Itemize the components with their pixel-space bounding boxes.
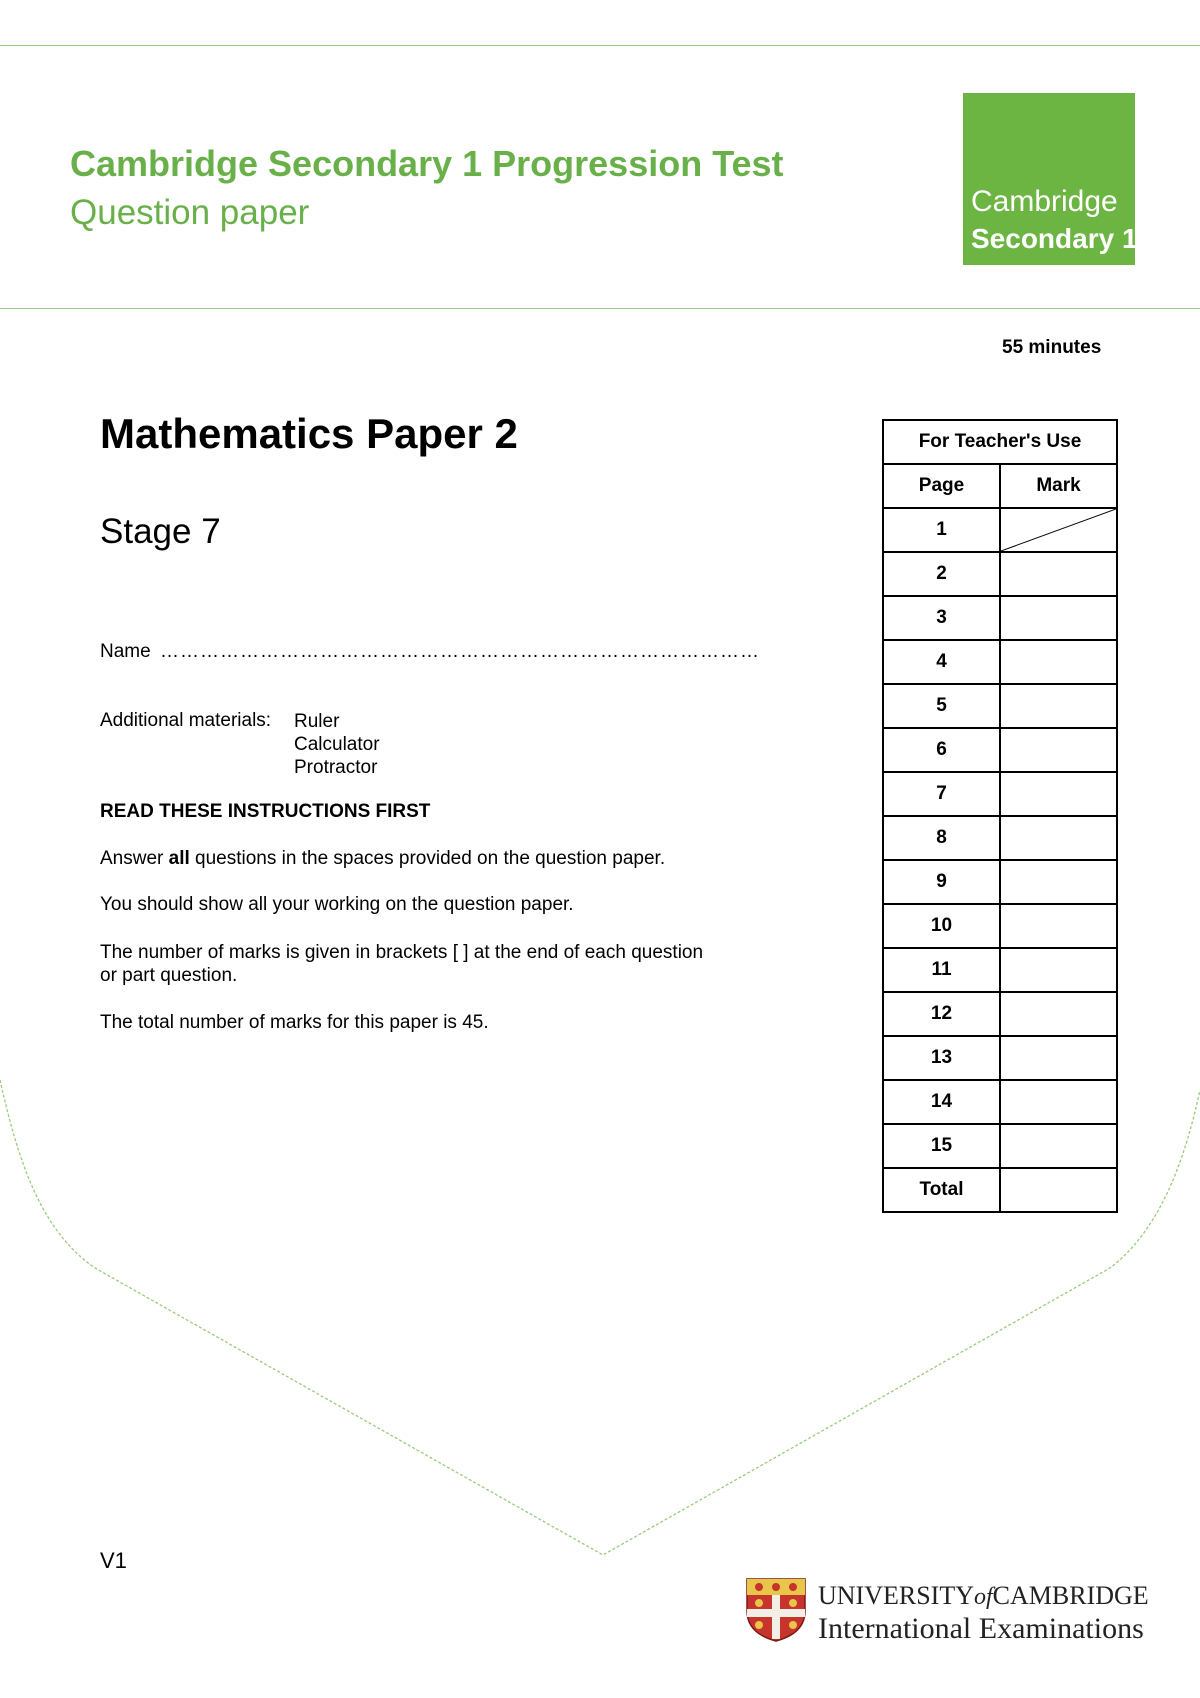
instruction-4: The total number of marks for this paper is 45. — [100, 1012, 489, 1033]
page-cell: 7 — [883, 772, 1000, 816]
material-item: Protractor — [294, 757, 378, 778]
page-cell: 15 — [883, 1124, 1000, 1168]
mark-cell[interactable] — [1000, 640, 1117, 684]
column-header-mark: Mark — [1000, 464, 1117, 508]
page-cell: 8 — [883, 816, 1000, 860]
instructions-heading: READ THESE INSTRUCTIONS FIRST — [100, 801, 431, 822]
table-row — [883, 640, 1117, 684]
university-subtitle: International Examinations — [818, 1612, 1144, 1645]
cambridge-secondary-logo — [963, 93, 1138, 265]
instruction-1 — [100, 848, 665, 870]
page-cell: 14 — [883, 1080, 1000, 1124]
logo-line-2: Secondary 1 — [971, 223, 1138, 254]
page-cell: 13 — [883, 1036, 1000, 1080]
mark-cell[interactable] — [1000, 1168, 1117, 1212]
page-cell: 4 — [883, 640, 1000, 684]
university-name-b: CAMBRIDGE — [992, 1581, 1149, 1610]
table-row — [883, 860, 1117, 904]
mark-cell[interactable] — [1000, 1080, 1117, 1124]
mark-cell[interactable] — [1000, 860, 1117, 904]
diagonal-strike-icon — [1001, 509, 1116, 551]
instruction-3 — [100, 941, 703, 987]
page-cell: 1 — [883, 508, 1000, 552]
page-cell: 6 — [883, 728, 1000, 772]
material-item: Calculator — [294, 734, 380, 755]
column-header-page: Page — [883, 464, 1000, 508]
name-field[interactable]: ……………………………………………………………………………… — [160, 641, 760, 662]
duration: 55 minutes — [1002, 337, 1102, 358]
paper-title: Mathematics Paper 2 — [100, 410, 518, 457]
instruction-3-line-a: The number of marks is given in brackets [ ] at the end of each question — [100, 942, 704, 963]
mark-cell[interactable] — [1000, 816, 1117, 860]
instruction-1-post: questions in the spaces provided on the question paper. — [189, 848, 666, 869]
version-label: V1 — [100, 1548, 127, 1573]
logo-line-1: Cambridge — [971, 185, 1118, 218]
page-cell: 3 — [883, 596, 1000, 640]
mark-cell[interactable] — [1000, 596, 1117, 640]
header-title: Cambridge Secondary 1 Progression Test — [70, 143, 784, 184]
cambridge-crest-icon — [745, 1577, 807, 1643]
stage-label: Stage 7 — [100, 512, 221, 551]
mark-cell-crossed — [1000, 508, 1117, 552]
teacher-use-table — [882, 419, 1118, 1213]
header-subtitle: Question paper — [70, 193, 310, 232]
mark-cell[interactable] — [1000, 992, 1117, 1036]
mark-cell[interactable] — [1000, 948, 1117, 992]
instruction-2: You should show all your working on the question paper. — [100, 894, 574, 915]
mark-cell[interactable] — [1000, 904, 1117, 948]
university-name-of: of — [974, 1584, 993, 1610]
table-row — [883, 992, 1117, 1036]
name-label: Name — [100, 641, 151, 662]
table-heading: For Teacher's Use — [883, 420, 1117, 464]
page-cell: 12 — [883, 992, 1000, 1036]
page-cell: 10 — [883, 904, 1000, 948]
table-row — [883, 684, 1117, 728]
table-row — [883, 816, 1117, 860]
table-row — [883, 1080, 1117, 1124]
instruction-1-emphasis: all — [168, 848, 190, 869]
mark-cell[interactable] — [1000, 684, 1117, 728]
mark-cell[interactable] — [1000, 552, 1117, 596]
material-item: Ruler — [294, 711, 340, 732]
table-column-header-row — [883, 464, 1117, 508]
table-row — [883, 728, 1117, 772]
page-cell: 2 — [883, 552, 1000, 596]
table-row — [883, 508, 1117, 552]
table-heading-row — [883, 420, 1117, 464]
table-row — [883, 772, 1117, 816]
table-row — [883, 1124, 1117, 1168]
page-cell: Total — [883, 1168, 1000, 1212]
mark-cell[interactable] — [1000, 1036, 1117, 1080]
instruction-1-pre: Answer — [100, 848, 169, 869]
table-row — [883, 904, 1117, 948]
mark-cell[interactable] — [1000, 728, 1117, 772]
instruction-3-line-b: or part question. — [100, 965, 238, 986]
page-cell: 9 — [883, 860, 1000, 904]
table-row — [883, 552, 1117, 596]
page-cell: 5 — [883, 684, 1000, 728]
materials-label: Additional materials: — [100, 710, 272, 731]
table-row — [883, 1036, 1117, 1080]
table-row — [883, 596, 1117, 640]
table-row — [883, 1168, 1117, 1212]
table-row — [883, 948, 1117, 992]
mark-cell[interactable] — [1000, 1124, 1117, 1168]
university-name-a: UNIVERSITY — [818, 1581, 974, 1610]
university-name — [818, 1581, 1149, 1611]
page-cell: 11 — [883, 948, 1000, 992]
mark-cell[interactable] — [1000, 772, 1117, 816]
materials-list — [294, 710, 380, 779]
